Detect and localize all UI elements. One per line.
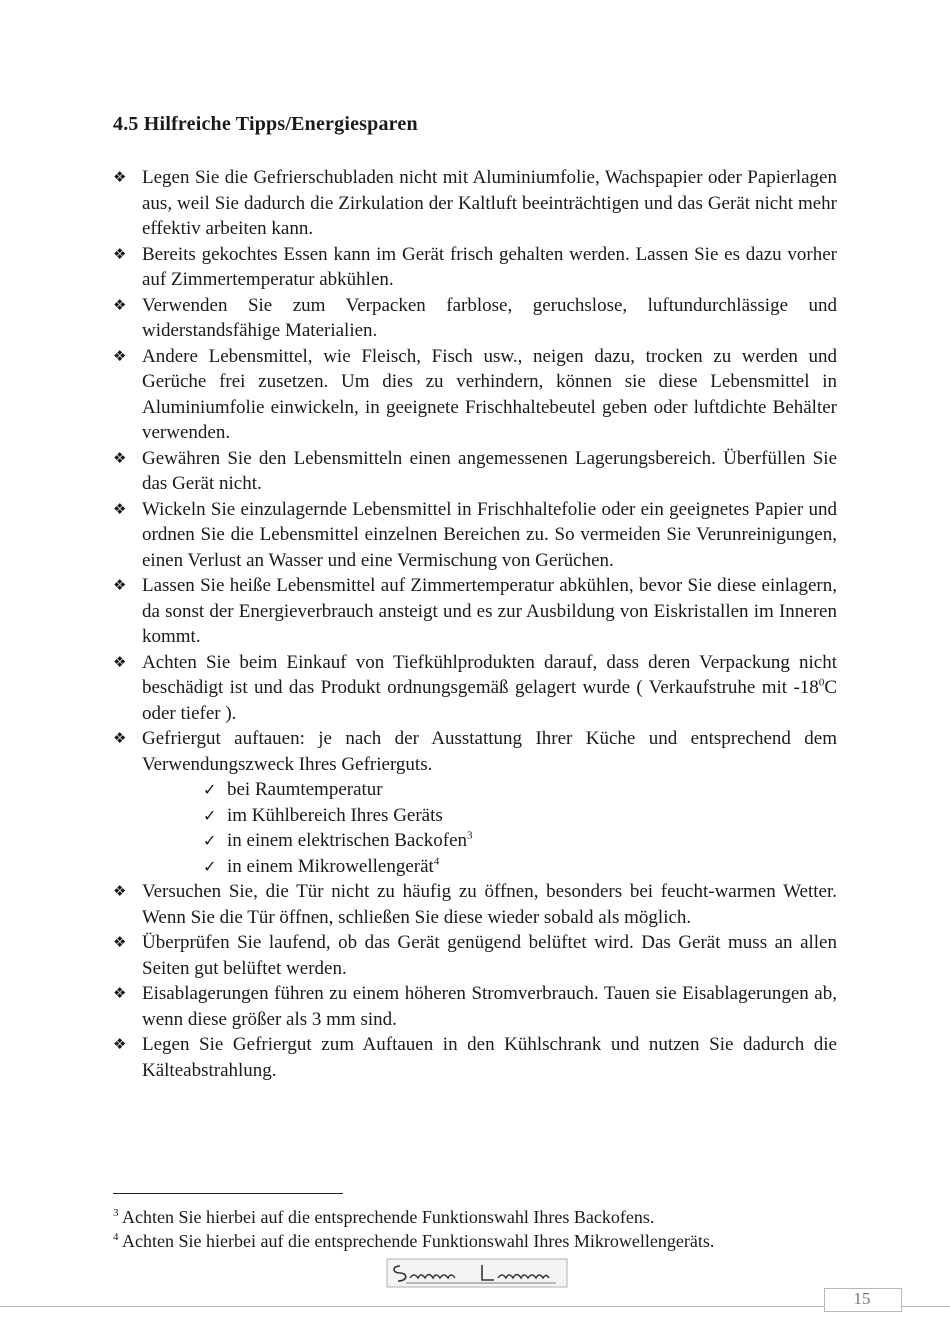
thawing-option [203,828,837,854]
tip-text: Lassen Sie heiße Lebensmittel auf Zimmertemperatur abkühlen, bevor Sie diese einlagern, da sonst der Energieverbrauch ansteigt und es zur Ausbildung von Eiskristallen im Inneren kommt. [142,575,837,647]
tip-text: Versuchen Sie, die Tür nicht zu häufig zu öffnen, besonders bei feucht-warmen Wetter. Wenn Sie die Tür öffnen, schließen Sie diese wieder sobald als möglich. [142,881,837,928]
footnote-text: Achten Sie hierbei auf die entsprechende Funktionswahl Ihres Mikrowellengeräts. [122,1231,715,1251]
footnotes [113,1205,873,1253]
list-item [113,242,837,293]
list-item [113,573,837,650]
footnote [113,1229,873,1253]
footnote-text: Achten Sie hierbei auf die entsprechende Funktionswahl Ihres Backofens. [122,1207,655,1227]
tip-text: Legen Sie Gefriergut zum Auftauen in den Kühlschrank und nutzen Sie dadurch die Kälteabstrahlung. [142,1034,837,1081]
tip-text: Eisablagerungen führen zu einem höheren Stromverbrauch. Tauen sie Eisablagerungen ab, wenn diese größer als 3 mm sind. [142,983,837,1030]
tip-text: Verwenden Sie zum Verpacken farblose, geruchslose, luftundurchlässige und widerstandsfähige Materialien. [142,294,837,341]
page-number: 15 [853,1289,871,1308]
tip-text: Legen Sie die Gefrierschubladen nicht mit Aluminiumfolie, Wachspapier oder Papierlagen aus, weil Sie dadurch die Zirkulation der Kaltluft beeinträchtigen und das Gerät nicht mehr effektiv arbeiten kann. [142,167,837,239]
four-diamond-bullet-icon: ❖ [113,295,127,314]
thawing-option-label: in einem Mikrowellengerät [227,855,434,877]
list-item [113,930,837,981]
check-mark-icon: ✓ [203,805,217,825]
footer-divider [0,1306,950,1307]
tip-text: Andere Lebensmittel, wie Fleisch, Fisch usw., neigen dazu, trocken zu werden und Gerüche frei zusetzen. Um dies zu verhindern, können sie diese Lebensmittel in Aluminiumfolie einwickeln, in geeignete Frischhaltebeutel geben oder luftdichte Behälter verwenden. [142,345,837,443]
tip-text: Überprüfen Sie laufend, ob das Gerät genügend belüftet wird. Das Gerät muss an allen Seiten gut belüftet werden. [142,932,837,979]
thawing-option [203,854,837,880]
footnote-ref[interactable]: 3 [467,829,473,842]
list-item [113,293,837,344]
four-diamond-bullet-icon: ❖ [113,499,127,518]
list-item [113,726,837,879]
footnote [113,1205,873,1229]
list-item [113,446,837,497]
tip-text: Wickeln Sie einzulagernde Lebensmittel in Frischhaltefolie oder ein geeignetes Papier und ordnen Sie die Lebensmittel einzelnen Bereichen zu. So vermeiden Sie Verunreinigungen, einen Verlust an Wasser und eine Vermischung von Gerüchen. [142,498,837,571]
tip-text: Gefriergut auftauen: je nach der Ausstattung Ihrer Küche und entsprechend dem Verwendungszweck Ihres Gefrierguts. [142,728,837,775]
thawing-option [203,803,837,829]
four-diamond-bullet-icon: ❖ [113,882,127,900]
four-diamond-bullet-icon: ❖ [113,1035,127,1053]
four-diamond-bullet-icon: ❖ [113,168,127,186]
four-diamond-bullet-icon: ❖ [113,576,127,594]
section-heading: 4.5 Hilfreiche Tipps/Energiesparen [113,113,418,135]
tip-text-before: Achten Sie beim Einkauf von Tiefkühlprodukten darauf, dass deren Verpackung nicht beschädigt ist und das Produkt ordnungsgemäß gelagert wurde ( Verkaufstruhe mit -18 [142,651,837,698]
four-diamond-bullet-icon: ❖ [113,652,127,671]
check-mark-icon: ✓ [203,780,217,799]
tip-text: Bereits gekochtes Essen kann im Gerät frisch gehalten werden. Lassen Sie es dazu vorher auf Zimmertemperatur abkühlen. [142,243,837,290]
list-item [113,344,837,446]
list-item [113,650,837,727]
check-mark-icon: ✓ [203,831,217,850]
four-diamond-bullet-icon: ❖ [113,448,127,467]
list-item [113,981,837,1032]
thawing-option-label: bei Raumtemperatur [227,779,383,800]
tip-text-after: C oder tiefer ). [142,677,837,724]
footnote-mark: 3 [113,1207,119,1219]
list-item [113,165,837,242]
four-diamond-bullet-icon: ❖ [113,244,127,263]
four-diamond-bullet-icon: ❖ [113,346,127,365]
four-diamond-bullet-icon: ❖ [113,984,127,1002]
temperature-superscript: 0 [818,676,825,689]
four-diamond-bullet-icon: ❖ [113,729,127,747]
footnote-divider [113,1193,343,1194]
footnote-ref[interactable]: 4 [433,855,440,868]
thawing-option [203,777,837,803]
list-item [113,1032,837,1083]
footnote-mark: 4 [113,1231,119,1243]
signature-logo-icon [386,1258,568,1288]
thawing-options-list [142,777,837,879]
thawing-option-label: in einem elektrischen Backofen [227,830,468,851]
thawing-option-label: im Kühlbereich Ihres Geräts [227,804,443,826]
list-item [113,497,837,574]
tips-list [113,165,837,1083]
tip-text: Gewähren Sie den Lebensmitteln einen angemessenen Lagerungsbereich. Überfüllen Sie das Gerät nicht. [142,447,837,494]
list-item [113,879,837,930]
check-mark-icon: ✓ [203,856,217,876]
four-diamond-bullet-icon: ❖ [113,933,127,951]
